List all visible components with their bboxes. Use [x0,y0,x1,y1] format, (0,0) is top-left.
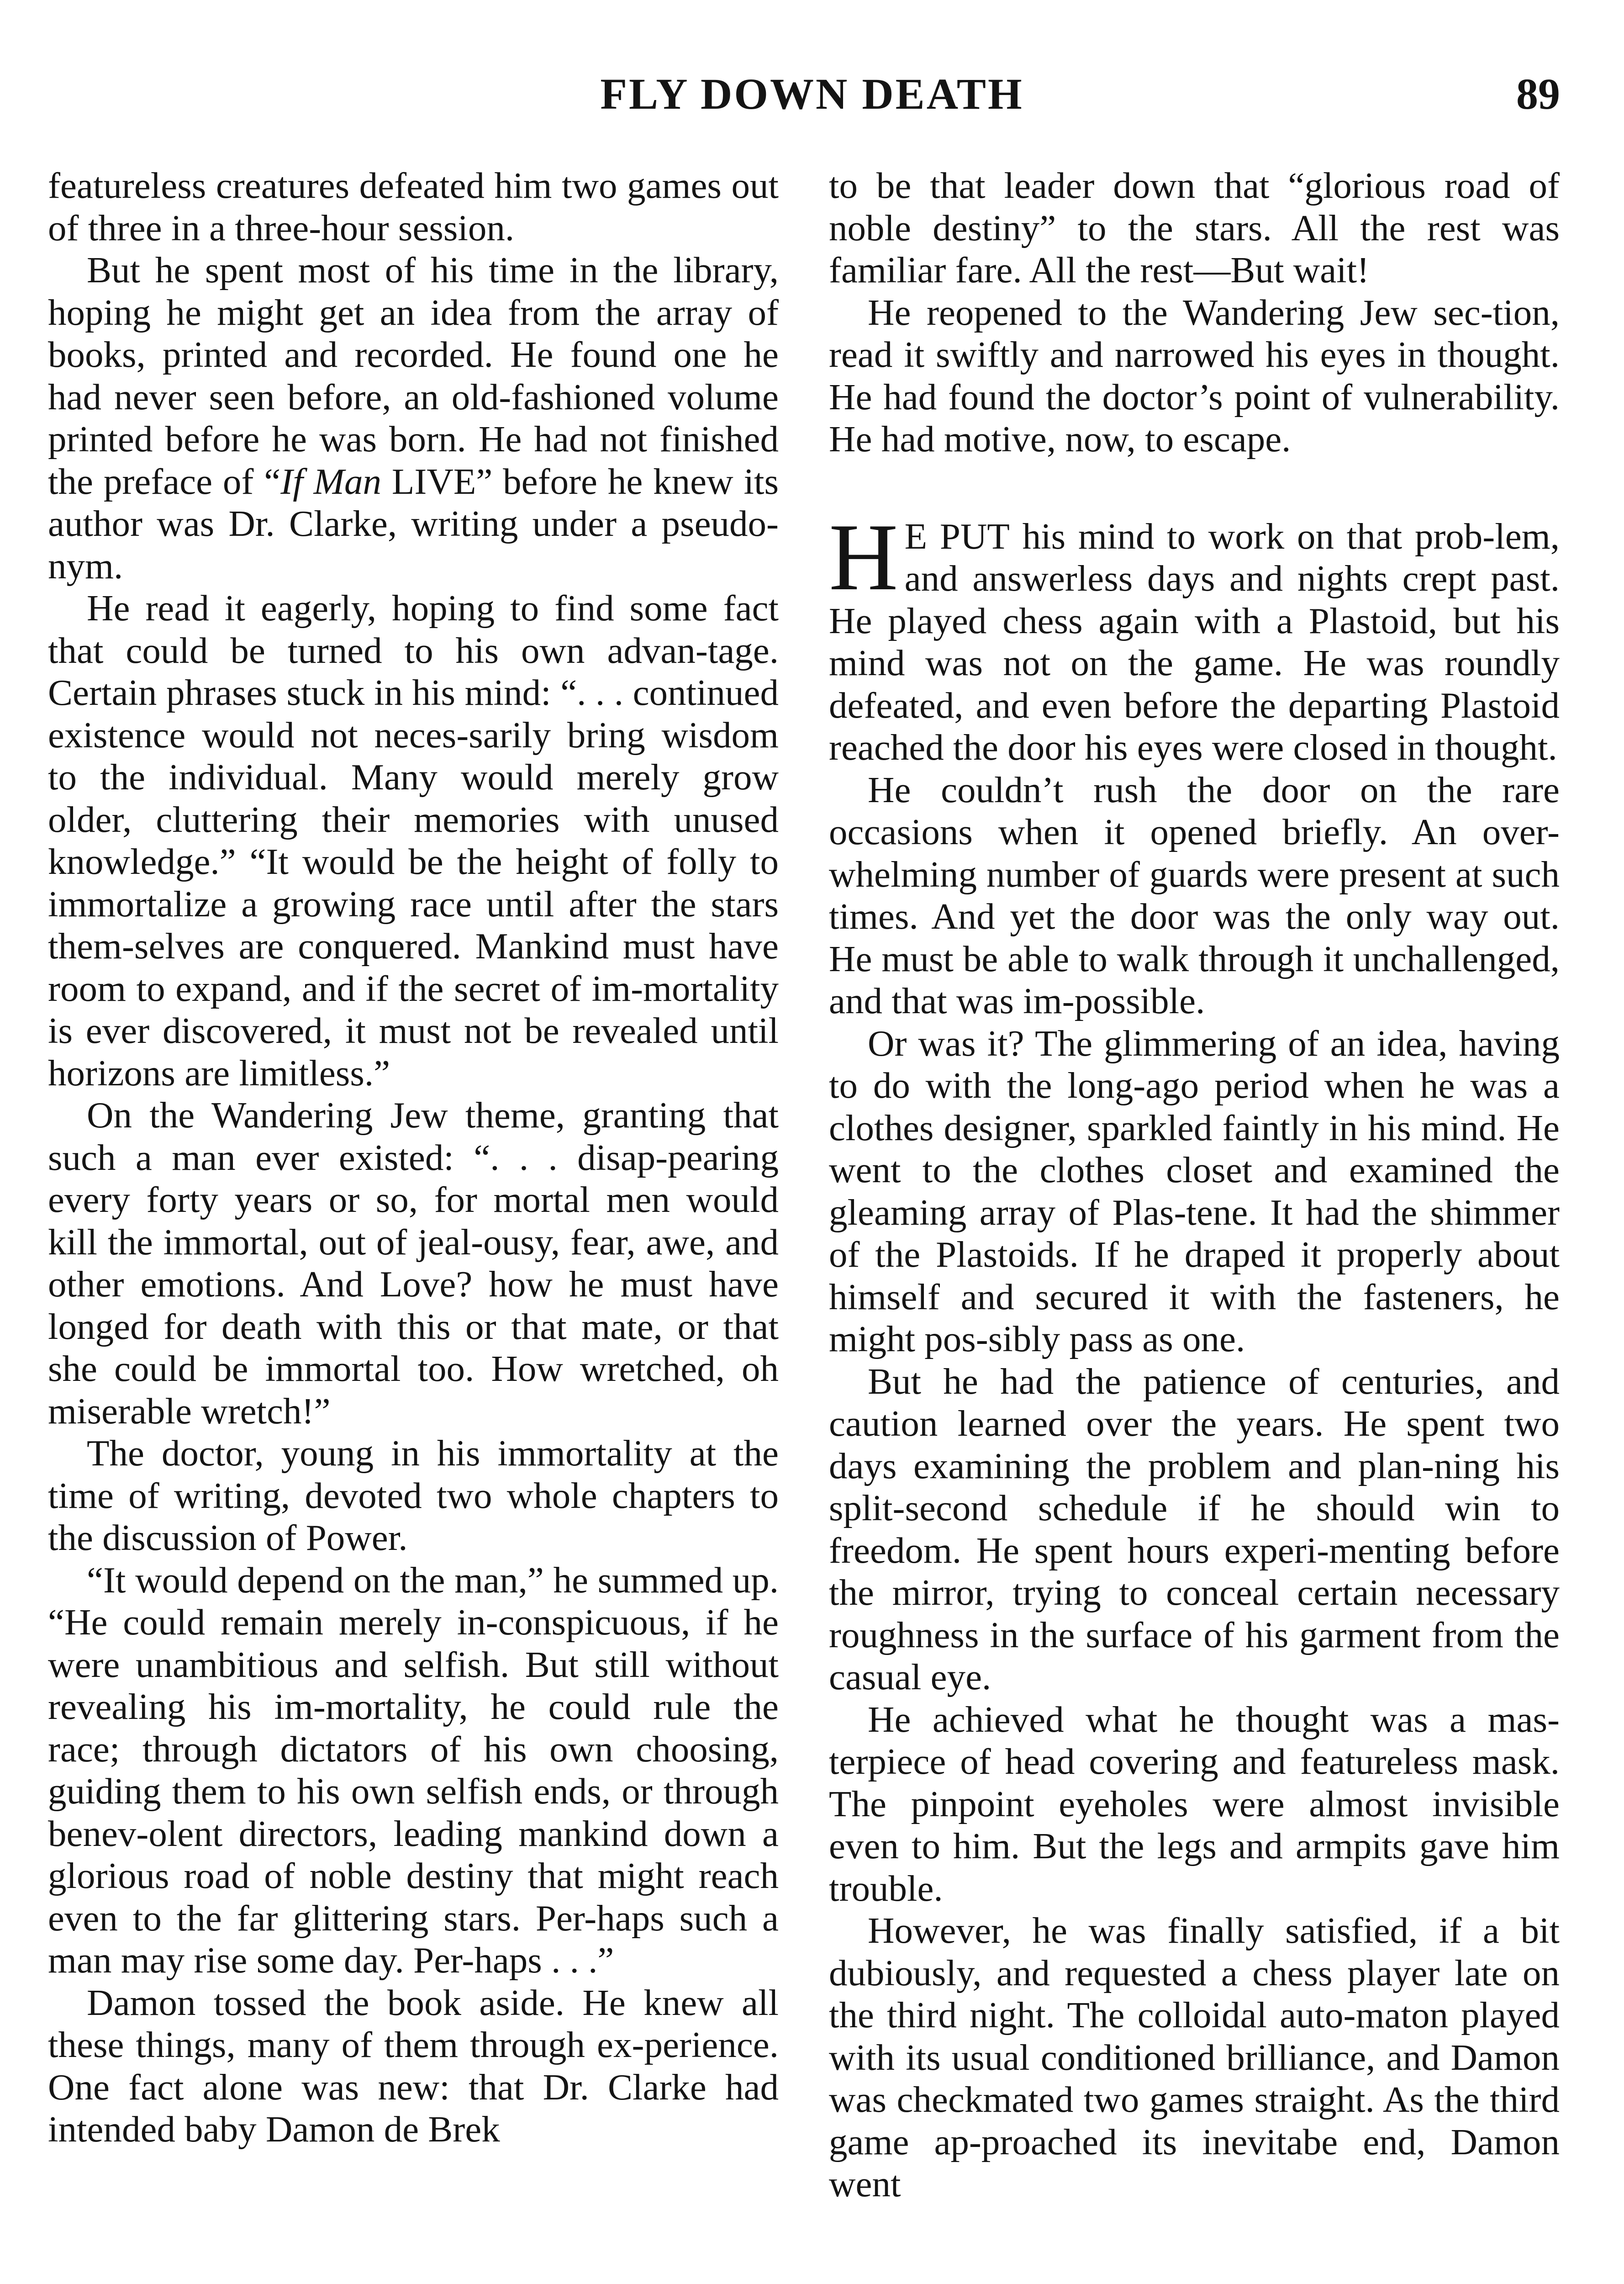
small-caps-lead: E PUT [904,515,1010,557]
paragraph: But he had the patience of centuries, and caution learned over the years. He spent two days examining the problem and plan-ning his split-second schedule if he should win to freedom. He spent hours experi-menting before the mirror, trying to conceal certain necessary roughness in the surface of his garment from the casual eye. [829,1360,1560,1697]
paragraph: He reopened to the Wandering Jew sec-tion, read it swiftly and narrowed his eyes in thought. He had found the doctor’s point of vulnerability. He had motive, now, to escape. [829,291,1560,460]
paragraph-text: LIVE” before he knew its author was Dr. Clarke, writing under a pseudo-nym. [48,460,779,587]
left-column [48,164,779,2151]
paragraph: On the Wandering Jew theme, granting that such a man ever existed: “. . . disap-pearing every forty years or so, for mortal men would kill the immortal, out of jeal-ousy, fear, awe, and other emotions. And Love? how he must have longed for death with this or that mate, or that she could be immortal too. How wretched, oh miserable wretch!” [48,1094,779,1432]
page-header [0,69,1624,123]
section-opening-paragraph [829,504,1560,769]
book-title-italic: If Man [280,460,382,502]
paragraph: He read it eagerly, hoping to find some fact that could be turned to his own advan-tage. Certain phrases stuck in his mind: “. . . continued existence would not neces-sarily bring wisdom to the individual. Many would merely grow older, cluttering their memories with unused knowledge.” “It would be the height of folly to immortalize a growing race until after the stars them-selves are conquered. Mankind must have room to expand, and if the secret of im-mortality is ever discovered, it must not be revealed until horizons are limitless.” [48,587,779,1094]
paragraph-text: his mind to work on that prob-lem, and answerless days and nights crept past. He played chess again with a Plastoid, but his mind was not on the game. He was roundly defeated, and even before the departing Plastoid reached the door his eyes were closed in thought. [829,515,1560,768]
right-column [829,164,1560,2205]
drop-cap: H [829,504,898,610]
paragraph [48,249,779,587]
paragraph: However, he was finally satisfied, if a bit dubiously, and requested a chess player late on the third night. The colloidal auto-maton played with its usual conditioned brilliance, and Damon was checkmated two games straight. As the third game ap-proached its inevitabe end, Damon went [829,1910,1560,2205]
page-number: 89 [1516,69,1560,118]
paragraph: to be that leader down that “glorious road of noble destiny” to the stars. All the rest was familiar fare. All the rest—But wait! [829,165,1560,291]
running-title: FLY DOWN DEATH [600,69,1024,118]
paragraph: “It would depend on the man,” he summed up. “He could remain merely in-conspicuous, if he were unambitious and selfish. But still without revealing his im-mortality, he could rule the race; through dictators of his own choosing, guiding them to his own selfish ends, or through benev-olent directors, leading mankind down a glorious road of noble destiny that might reach even to the far glittering stars. Per-haps such a man may rise some day. Per-haps . . .” [48,1559,779,1981]
paragraph: Or was it? The glimmering of an idea, having to do with the long-ago period when he was a clothes designer, sparkled faintly in his mind. He went to the clothes closet and examined the gleaming array of Plas-tene. It had the shimmer of the Plastoids. If he draped it properly about himself and secured it with the fasteners, he might pos-sibly pass as one. [829,1022,1560,1359]
paragraph: He couldn’t rush the door on the rare occasions when it opened briefly. An over-whelming number of guards were present at such times. And yet the door was the only way out. He must be able to walk through it unchallenged, and that was im-possible. [829,769,1560,1021]
paragraph: He achieved what he thought was a mas-terpiece of head covering and featureless mask. The pinpoint eyeholes were almost invisible even to him. But the legs and armpits gave him trouble. [829,1698,1560,1909]
paragraph: Damon tossed the book aside. He knew all these things, many of them through ex-perience. One fact alone was new: that Dr. Clarke had intended baby Damon de Brek [48,1982,779,2150]
paragraph: featureless creatures defeated him two games out of three in a three-hour session. [48,165,779,248]
paragraph: The doctor, young in his immortality at the time of writing, devoted two whole chapters to the discussion of Power. [48,1433,779,1558]
paragraph-text: But he spent most of his time in the library, hoping he might get an idea from the array of books, printed and recorded. He found one he had never seen before, an old-fashioned volume printed before he was born. He had not finished the preface of “ [48,249,779,502]
